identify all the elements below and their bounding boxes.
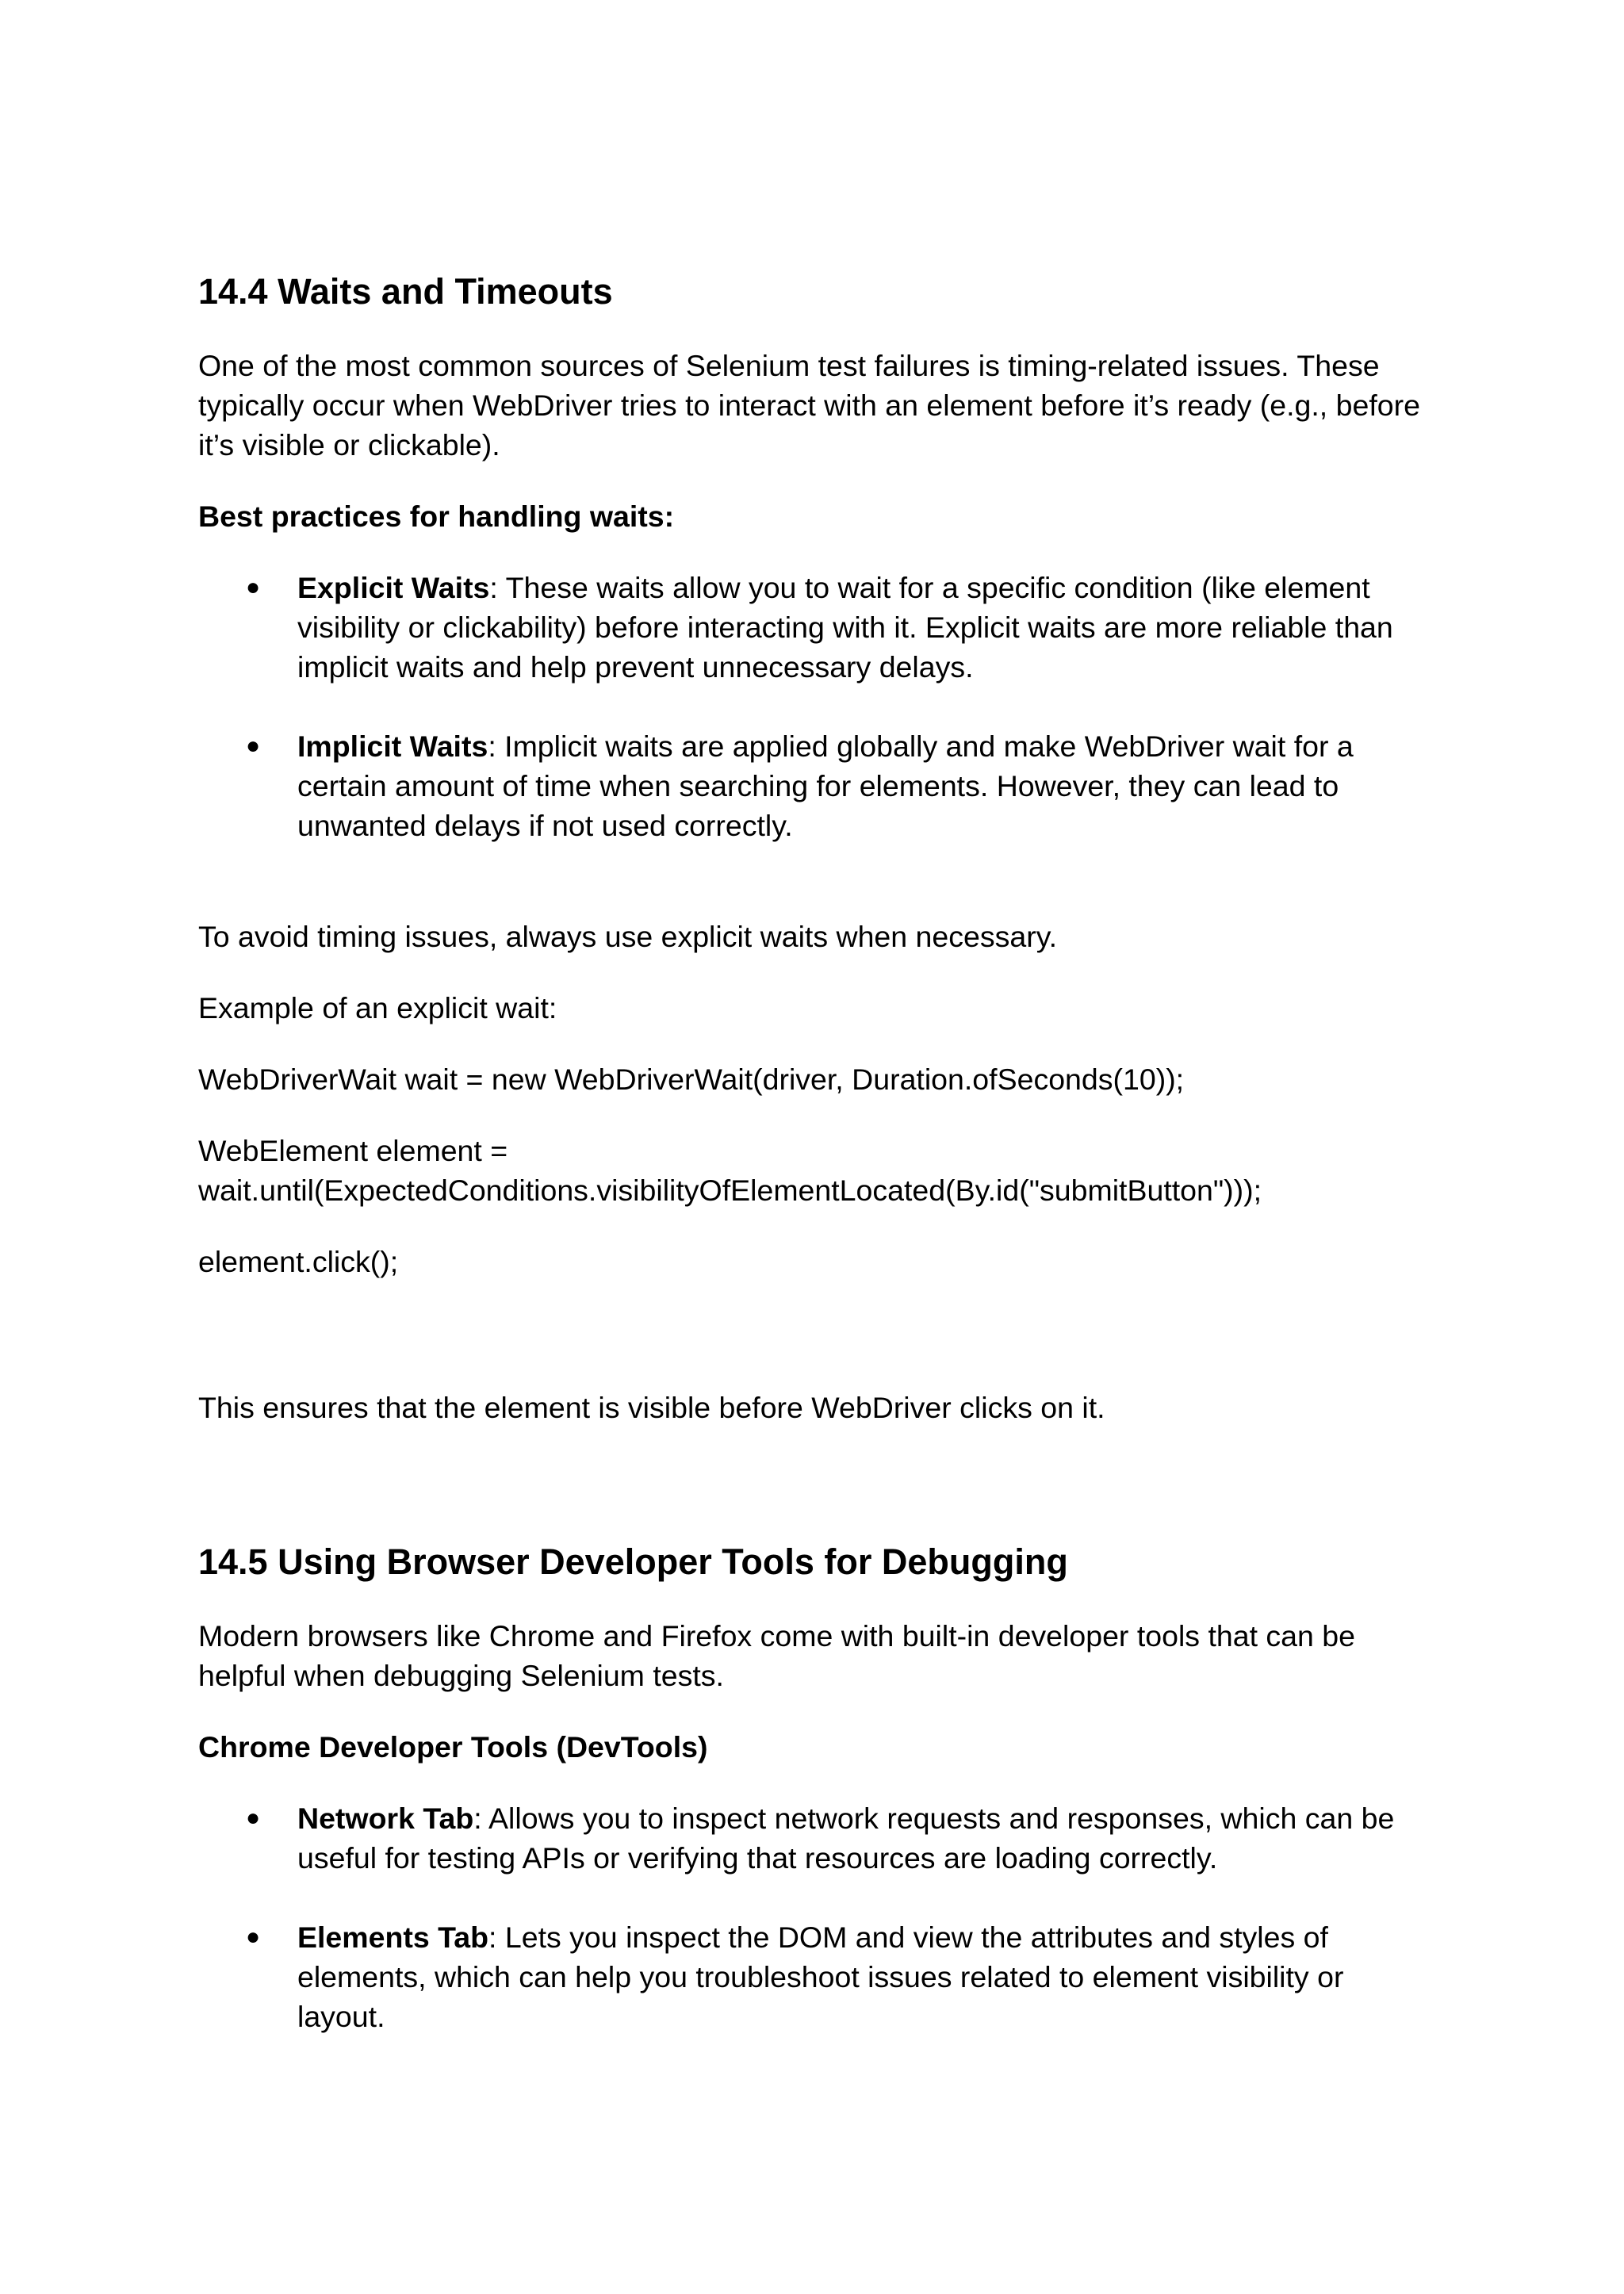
subheading-best-practices: Best practices for handling waits:: [198, 500, 675, 533]
list-item: [198, 1917, 1435, 2036]
paragraph-intro-devtools: Modern browsers like Chrome and Firefox come with built-in developer tools that can be helpful when debugging Selenium tests.: [198, 1619, 1356, 1692]
list-item: [198, 568, 1435, 687]
paragraph-ensures: This ensures that the element is visible before WebDriver clicks on it.: [198, 1391, 1105, 1424]
paragraph-intro-waits: One of the most common sources of Selenium test failures is timing-related issues. These typically occur when WebDriver tries to interact with an element before it’s ready (e.g., before it’s visible or clickable).: [198, 349, 1420, 461]
bullet-list-waits: [198, 568, 1435, 845]
bullet-text: : Lets you inspect the DOM and view the attributes and styles of elements, which can help you troubleshoot issues related to element visibility or layout.: [297, 1921, 1344, 2033]
code-line-element-a: WebElement element =: [198, 1134, 508, 1167]
paragraph-example-label: Example of an explicit wait:: [198, 991, 557, 1024]
section-heading-waits: 14.4 Waits and Timeouts: [198, 271, 613, 312]
section-heading-devtools: 14.5 Using Browser Developer Tools for Debugging: [198, 1541, 1068, 1582]
bullet-term: Network Tab: [297, 1802, 474, 1835]
list-item: [198, 726, 1435, 845]
bullet-term: Elements Tab: [297, 1921, 489, 1954]
paragraph-avoid: To avoid timing issues, always use explicit waits when necessary.: [198, 920, 1058, 953]
code-line-wait: WebDriverWait wait = new WebDriverWait(driver, Duration.ofSeconds(10));: [198, 1063, 1185, 1096]
bullet-text: : These waits allow you to wait for a specific condition (like element visibility or clickability) before interacting with it. Explicit waits are more reliable than implicit waits and help prevent unnecessary delays.: [297, 571, 1393, 684]
list-item: [198, 1798, 1435, 1878]
bullet-list-devtools: [198, 1798, 1435, 2036]
bullet-icon: ●: [246, 733, 261, 759]
page-content: [198, 270, 1435, 2036]
code-line-element-b: wait.until(ExpectedConditions.visibilityOfElementLocated(By.id("submitButton")));: [198, 1174, 1262, 1207]
bullet-icon: ●: [246, 1805, 261, 1831]
code-line-click: element.click();: [198, 1245, 399, 1278]
bullet-term: Explicit Waits: [297, 571, 490, 604]
bullet-term: Implicit Waits: [297, 730, 488, 763]
bullet-icon: ●: [246, 1924, 261, 1950]
bullet-text: : Allows you to inspect network requests and responses, which can be useful for testing APIs or verifying that resources are loading correctly.: [297, 1802, 1395, 1875]
bullet-icon: ●: [246, 574, 261, 600]
bullet-text: : Implicit waits are applied globally and make WebDriver wait for a certain amount of time when searching for elements. However, they can lead to unwanted delays if not used correctly.: [297, 730, 1354, 842]
subheading-chrome-devtools: Chrome Developer Tools (DevTools): [198, 1730, 708, 1764]
